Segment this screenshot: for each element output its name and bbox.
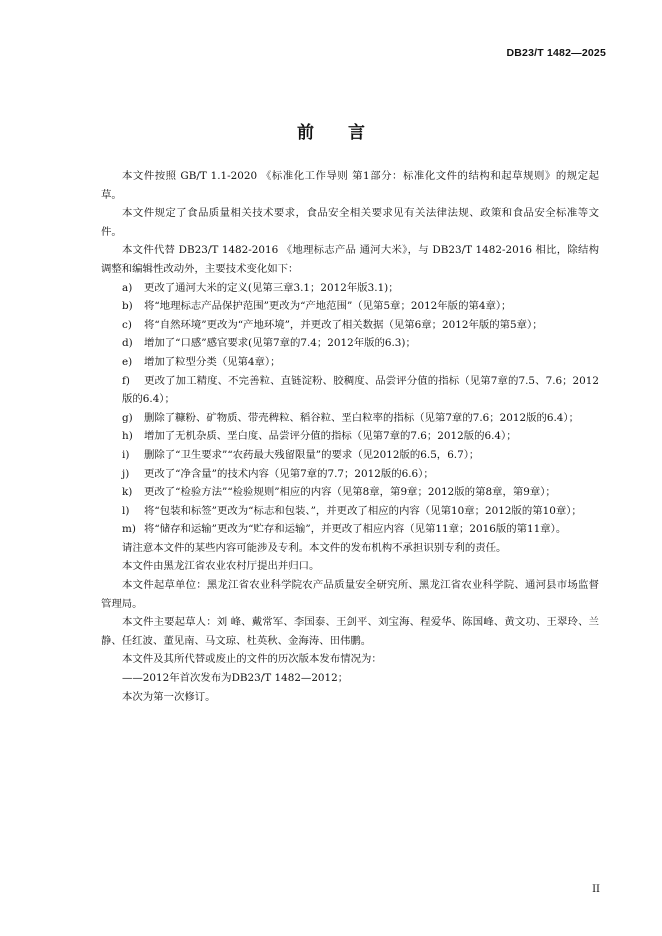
change-item bbox=[101, 409, 599, 428]
change-item-tag: a) bbox=[122, 281, 133, 294]
change-item-tag: h) bbox=[122, 430, 133, 443]
change-item-tag: j) bbox=[122, 467, 130, 480]
change-item-text: 增加了粒型分类（见第4章）； bbox=[144, 355, 281, 368]
paragraph-patent: 请注意本文件的某些内容可能涉及专利。本文件的发布机构不承担识别专利的责任。 bbox=[122, 541, 507, 554]
change-item bbox=[101, 316, 599, 335]
change-item-text: 删除了糠粉、矿物质、带壳稗粒、稻谷粒、垩白粒率的指标（见第7章的7.6；2012版的6.4）； bbox=[144, 411, 579, 424]
paragraph-drafting-rule: 本文件按照 GB/T 1.1-2020 《标准化工作导则 第1部分：标准化文件的结构和起草规则》的规定起草。 bbox=[101, 170, 599, 201]
paragraph-history-item: ——2012年首次发布为DB23/T 1482—2012； bbox=[122, 672, 349, 685]
change-item-text: 更改了“检验方法”“检验规则”相应的内容（见第8章，第9章；2012版的第8章，第9章）； bbox=[144, 486, 556, 499]
change-item bbox=[101, 297, 599, 316]
change-item-tag: g) bbox=[122, 411, 133, 424]
change-item bbox=[101, 446, 599, 465]
change-item-text: 增加了“口感”感官要求(见第7章的7.4；2012年版的6.3)； bbox=[144, 337, 416, 350]
change-item-tag: k) bbox=[122, 486, 133, 499]
change-item bbox=[101, 465, 599, 484]
change-item bbox=[101, 372, 599, 409]
paragraph-revision: 本次为第一次修订。 bbox=[122, 690, 216, 703]
change-item-text: 更改了“净含量”的技术内容（见第7章的7.7；2012版的6.6）； bbox=[144, 467, 434, 480]
paragraph-drafting-units: 本文件起草单位：黑龙江省农业科学院农产品质量安全研究所、黑龙江省农业科学院、通河县市场监督管理局。 bbox=[101, 579, 599, 610]
change-list bbox=[101, 279, 599, 539]
paragraph-history-intro: 本文件及其所代替或废止的文件的历次版本发布情况为： bbox=[122, 653, 382, 666]
change-item-text: 将“包装和标签”更改为“标志和包装、”，并更改了相应的内容（见第10章；2012版的第10章）； bbox=[144, 504, 582, 517]
change-item-text: 将“地理标志产品保护范围”更改为“产地范围”（见第5章；2012年版的第4章）； bbox=[144, 300, 512, 313]
change-item-text: 增加了无机杂质、垩白度、品尝评分值的指标（见第7章的7.6；2012版的6.4）； bbox=[144, 430, 517, 443]
page-title: 前 言 bbox=[297, 123, 379, 143]
change-item bbox=[101, 427, 599, 446]
paragraph-drafters: 本文件主要起草人：刘 峰、戴常军、李国泰、王剑平、刘宝海、程爱华、陈国峰、黄文功、王翠玲、兰 静、任红波、董见南、马文琼、杜英秋、金海涛、田伟鹏。 bbox=[101, 616, 599, 647]
change-item-tag: i) bbox=[122, 448, 130, 461]
change-item bbox=[101, 502, 599, 521]
change-item-text: 更改了通河大米的定义(见第三章3.1；2012年版3.1)； bbox=[144, 281, 399, 294]
change-item-text: 更改了加工精度、不完善粒、直链淀粉、胶稠度、品尝评分值的指标（见第7章的7.5、7.6；2012版的6.4）； bbox=[122, 374, 599, 406]
change-item bbox=[101, 483, 599, 502]
paragraph-scope-note: 本文件规定了食品质量相关技术要求，食品安全相关要求见有关法律法规、政策和食品安全标准等文件。 bbox=[101, 207, 599, 238]
paragraph-replacement: 本文件代替 DB23/T 1482-2016 《地理标志产品 通河大米》，与 DB23/T 1482-2016 相比，除结构调整和编辑性改动外，主要技术变化如下： bbox=[101, 244, 599, 275]
change-item bbox=[101, 353, 599, 372]
change-item-text: 将“自然环境”更改为“产地环境”，并更改了相关数据（见第6章；2012年版的第5章）； bbox=[144, 318, 543, 331]
change-item-tag: m) bbox=[122, 523, 136, 536]
change-item-tag: b) bbox=[122, 300, 133, 313]
paragraph-proposer: 本文件由黑龙江省农业农村厅提出并归口。 bbox=[122, 560, 320, 573]
document-code: DB23/T 1482—2025 bbox=[506, 47, 606, 59]
page-number: II bbox=[592, 884, 600, 895]
change-item bbox=[101, 334, 599, 353]
change-item-tag: e) bbox=[122, 355, 133, 368]
change-item-tag: d) bbox=[122, 337, 133, 350]
change-item bbox=[101, 279, 599, 298]
foreword-body bbox=[101, 167, 599, 706]
change-item-tag: f) bbox=[122, 374, 130, 387]
change-item-tag: c) bbox=[122, 318, 132, 331]
change-item-tag: l) bbox=[122, 504, 130, 517]
change-item-text: 将“储存和运输”更改为“贮存和运输”，并更改了相应内容（见第11章；2016版的第11章）。 bbox=[144, 523, 567, 536]
change-item-text: 删除了“卫生要求”“农药最大残留限量”的要求（见2012版的6.5，6.7）； bbox=[144, 448, 480, 461]
change-item bbox=[101, 520, 599, 539]
